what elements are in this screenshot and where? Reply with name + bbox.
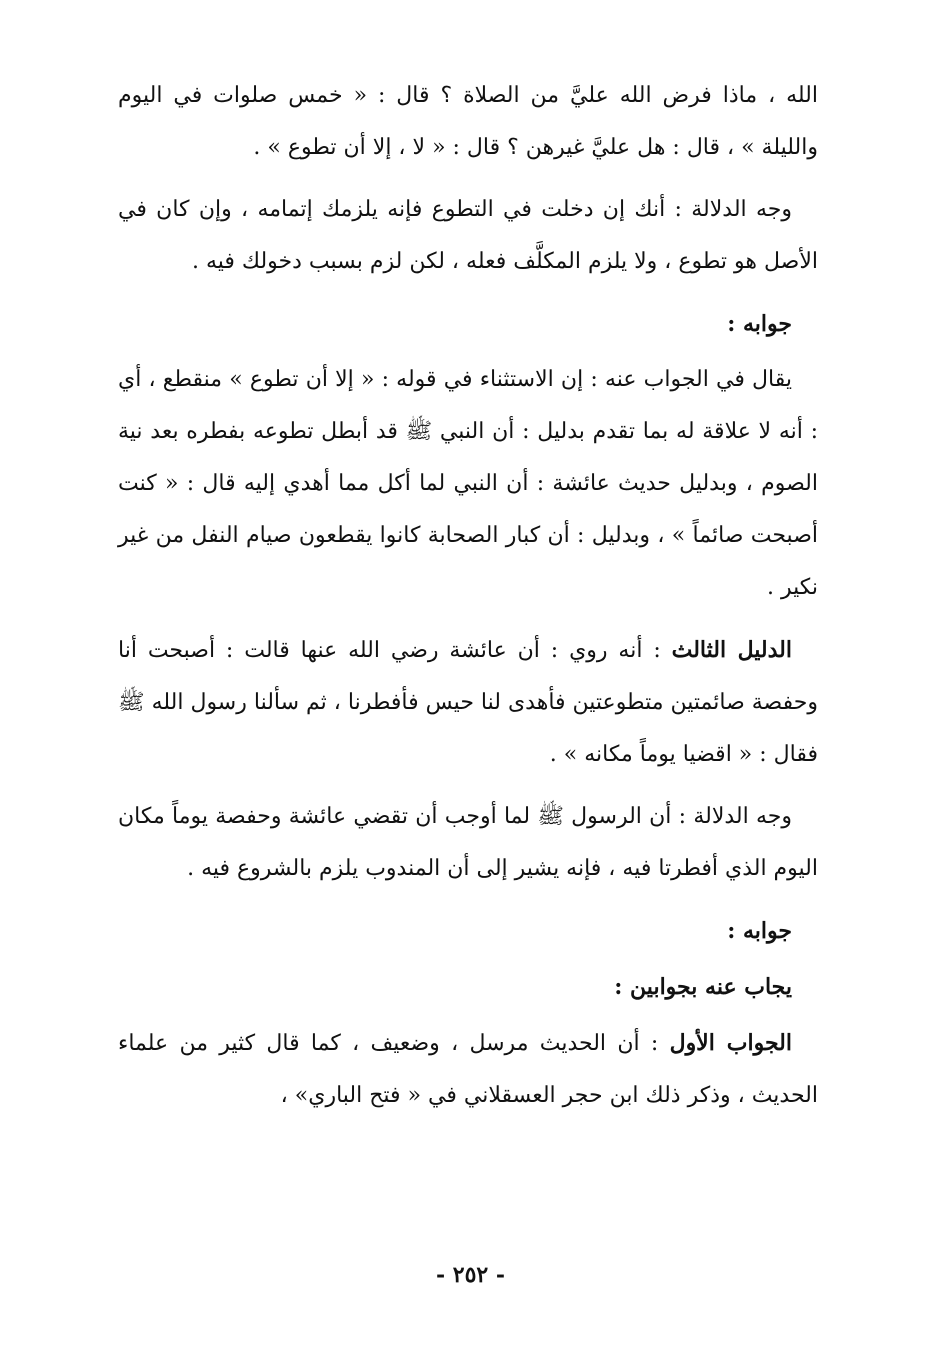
first-answer-title: الجواب الأول <box>669 1030 792 1056</box>
first-answer-text: : أن الحديث مرسل ، وضعيف ، كما قال كثير من علماء الحديث ، وذكر ذلك ابن حجر العسقلاني في « فتح الباري» ، <box>118 1031 818 1108</box>
heading-answer-1: جوابه : <box>727 311 792 337</box>
paragraph-evidence-aspect-1: وجه الدلالة : أنك إن دخلت في التطوع فإنه يلزمك إتمامه ، وإن كان في الأصل هو تطوع ، ولا يلزم المكلَّف فعله ، لكن لزم بسبب دخولك فيه . <box>118 197 818 274</box>
third-evidence-text: : أنه روي : أن عائشة رضي الله عنها قالت : أصبحت أنا وحفصة صائمتين متطوعتين فأهدى لنا حيس فأفطرنا ، ثم سألنا رسول الله ﷺ فقال : « اقضيا يوماً مكانه » . <box>118 638 818 767</box>
page-number: - ٢٥٢ - <box>435 1262 506 1288</box>
paragraph-first-answer <box>118 1017 818 1122</box>
page-body <box>118 70 818 1132</box>
third-evidence-title: الدليل الثالث <box>671 637 792 663</box>
paragraph-third-evidence <box>118 624 818 781</box>
heading-answer-2: جوابه : <box>727 918 792 944</box>
paragraph-answer-1: يقال في الجواب عنه : إن الاستثناء في قوله : « إلا أن تطوع » منقطع ، أي : أنه لا علاقة له بما تقدم بدليل : أن النبي ﷺ قد أبطل تطوعه بفطره بعد نية الصوم ، وبدليل حديث عائشة : أن النبي لما أكل مما أهدي إليه قال : « كنت أصبحت صائماً » ، وبدليل : أن كبار الصحابة كانوا يقطعون صيام النفل من غير نكير . <box>118 367 818 600</box>
paragraph-evidence-aspect-2: وجه الدلالة : أن الرسول ﷺ لما أوجب أن تقضي عائشة وحفصة يوماً مكان اليوم الذي أفطرتا فيه ، فإنه يشير إلى أن المندوب يلزم بالشروع فيه . <box>118 804 818 881</box>
paragraph-hadith-continuation: الله ، ماذا فرض الله عليَّ من الصلاة ؟ قال : « خمس صلوات في اليوم والليلة » ، قال : هل عليَّ غيرهن ؟ قال : « لا ، إلا أن تطوع » . <box>118 83 818 160</box>
heading-two-answers: يجاب عنه بجوابين : <box>614 974 792 1000</box>
